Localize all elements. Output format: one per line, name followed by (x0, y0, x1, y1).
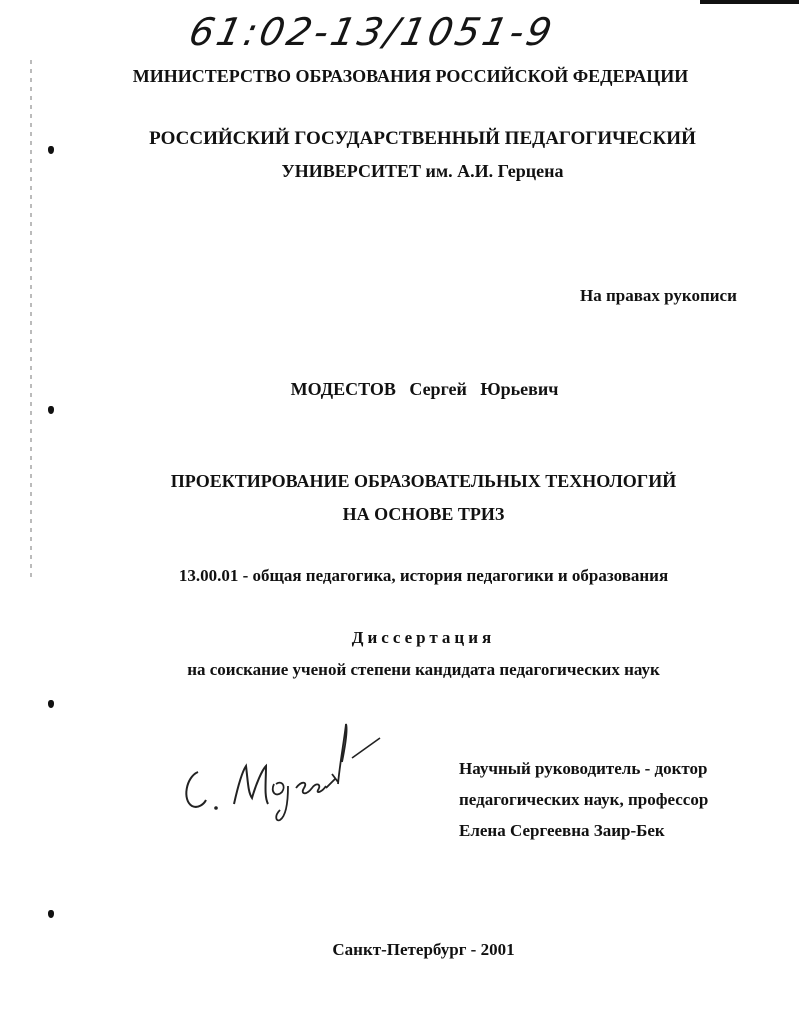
supervisor-line-2: педагогических наук, профессор (459, 790, 709, 809)
degree-line: на соискание ученой степени кандидата педагогических наук (187, 660, 660, 679)
author-name: МОДЕСТОВ Сергей Юрьевич (290, 379, 559, 399)
supervisor-name: Елена Сергеевна Заир-Бек (459, 821, 665, 840)
signature-drawing (176, 722, 386, 822)
ministry-heading: МИНИСТЕРСТВО ОБРАЗОВАНИЯ РОССИЙСКОЙ ФЕДЕРАЦИИ (132, 66, 689, 86)
supervisor-block (459, 753, 708, 846)
scan-border (700, 0, 799, 4)
specialty-code: 13.00.01 - общая педагогика, история педагогики и образования (178, 566, 669, 585)
supervisor-line-1: Научный руководитель - доктор (459, 759, 708, 778)
author-signature (176, 722, 386, 822)
binding-hole-mark (48, 700, 54, 708)
title-line-2: НА ОСНОВЕ ТРИЗ (342, 504, 505, 524)
title-line-1: ПРОЕКТИРОВАНИЕ ОБРАЗОВАТЕЛЬНЫХ ТЕХНОЛОГИЙ (170, 471, 677, 491)
city-year: Санкт-Петербург - 2001 (332, 940, 515, 959)
document-type: Диссертация (351, 628, 496, 647)
binding-hole-mark (48, 910, 54, 918)
university-line-2: УНИВЕРСИТЕТ им. А.И. Герцена (281, 161, 564, 181)
archive-code: 61:02-13/1051-9 (185, 10, 559, 54)
university-line-1: РОССИЙСКИЙ ГОСУДАРСТВЕННЫЙ ПЕДАГОГИЧЕСКИЙ (149, 128, 696, 149)
binding-hole-mark (48, 406, 54, 414)
manuscript-note: На правах рукописи (580, 286, 737, 305)
